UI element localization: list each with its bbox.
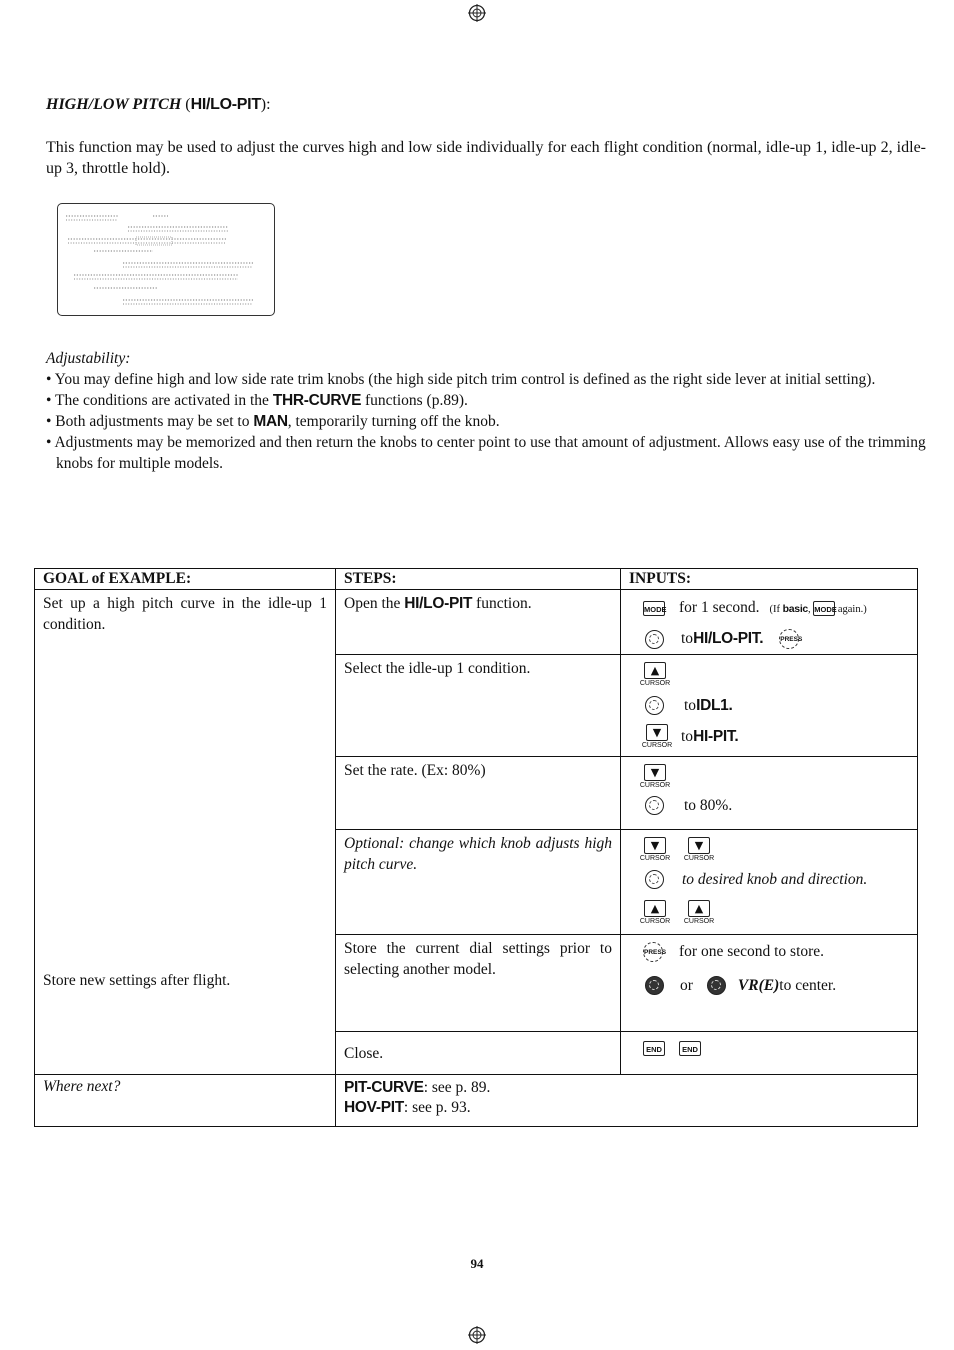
input-cell — [621, 1032, 918, 1075]
example-steps-table — [34, 568, 918, 1127]
bullet-text: , temporarily turning off the knob. — [287, 413, 500, 430]
bullet-text: • Both adjustments may be set to — [46, 413, 254, 430]
input-cell — [621, 935, 918, 1032]
heading-close: ): — [260, 96, 271, 113]
header-inputs: INPUTS: — [621, 569, 918, 590]
step-cell — [336, 590, 621, 655]
dial-icon — [645, 870, 664, 889]
heading-title: HIGH/LOW PITCH — [46, 96, 182, 113]
input-text: to center. — [779, 976, 837, 994]
input-text: to desired knob and direction. — [682, 870, 868, 888]
press-icon: PRESS — [779, 629, 799, 649]
header-steps: STEPS: — [336, 569, 621, 590]
mode-key-icon: MODE — [813, 601, 835, 616]
end-key-icon: END — [679, 1041, 701, 1056]
knob-icon — [707, 976, 726, 995]
step-text: Select the idle-up 1 condition. — [344, 660, 531, 677]
input-text: to — [681, 727, 694, 745]
next-item — [344, 1098, 909, 1118]
page-number: 94 — [470, 1256, 484, 1271]
where-next-links — [336, 1075, 918, 1127]
note-text: , — [807, 603, 814, 615]
bullet-text: • You may define high and low side rate trim knobs (the high side pitch trim control is defined as the right side lever at initial setting). — [46, 371, 876, 388]
mode-key-icon: MODE — [643, 601, 665, 616]
bullet-text: • Adjustments may be memorized and then return the knobs to center point to use that amount of adjustment. Allows easy use of the trimming knobs for multiple models. — [46, 434, 926, 472]
cursor-up-key-icon: ▲ CURSOR — [683, 902, 715, 925]
bullet-code: THR-CURVE — [272, 392, 362, 409]
bullet-text: • The conditions are activated in the — [46, 392, 273, 409]
goal-text: Set up a high pitch curve in the idle-up 1 condition. — [43, 595, 327, 633]
input-text: for 1 second. — [679, 599, 760, 616]
intro-paragraph: This function may be used to adjust the curves high and low side individually for each flight condition (normal, idle-up 1, idle-up 2, idle-up 3, throttle hold). — [46, 139, 926, 177]
table-row — [35, 1075, 918, 1127]
cursor-down-key-icon: ▼ CURSOR — [639, 839, 671, 862]
knob-icon — [645, 976, 664, 995]
dial-icon — [645, 796, 664, 815]
registration-mark-icon — [468, 4, 486, 22]
bullet-code: MAN — [253, 413, 288, 430]
next-text: : see p. 89. — [423, 1079, 491, 1096]
adjustability-bullet — [46, 432, 926, 474]
end-key-icon: END — [643, 1041, 665, 1056]
step-text-part: function. — [472, 595, 532, 612]
step-cell — [336, 1032, 621, 1075]
goal-store-text: Store new settings after flight. — [43, 972, 231, 989]
step-cell — [336, 935, 621, 1032]
press-icon: PRESS — [643, 942, 663, 962]
heading-open-paren: ( — [181, 96, 191, 113]
step-cell — [336, 655, 621, 757]
note-text: again.) — [835, 603, 867, 615]
adjustability-bullet — [46, 369, 926, 390]
step-text: Optional: change which knob adjusts high pitch curve. — [344, 835, 612, 873]
input-code: IDL1. — [696, 696, 733, 714]
bullet-text: functions (p.89). — [361, 392, 468, 409]
lcd-dot-matrix — [58, 204, 274, 315]
next-item — [344, 1078, 909, 1098]
input-text: or — [680, 976, 693, 994]
next-code: HOV-PIT — [344, 1099, 404, 1116]
step-text — [344, 593, 612, 614]
cursor-down-key-icon: ▼ CURSOR — [683, 839, 715, 862]
note-code: basic — [782, 602, 808, 615]
registration-mark-icon — [468, 1326, 486, 1344]
step-text: Set the rate. (Ex: 80%) — [344, 762, 486, 779]
adjustability-bullet — [46, 411, 926, 432]
input-code: HI-PIT. — [693, 727, 739, 745]
step-cell — [336, 757, 621, 830]
input-cell — [621, 830, 918, 935]
dial-icon — [645, 630, 664, 649]
input-text: to — [681, 630, 694, 647]
note-text: (If — [769, 603, 783, 615]
table-row — [35, 590, 918, 655]
input-text: VR(E) — [737, 976, 780, 994]
step-text-part: Open the — [344, 595, 405, 612]
input-cell — [621, 757, 918, 830]
goal-cell — [35, 590, 336, 1075]
table-header-row — [35, 569, 918, 590]
step-text: Close. — [344, 1044, 384, 1062]
input-cell — [621, 655, 918, 757]
where-next-cell: Where next? — [35, 1075, 336, 1127]
input-text: to 80%. — [684, 796, 733, 814]
input-code: HI/LO-PIT. — [693, 630, 764, 647]
adjustability-section — [46, 348, 926, 474]
header-goal: GOAL of EXAMPLE: — [35, 569, 336, 590]
step-text: Store the current dial settings prior to selecting another model. — [344, 940, 612, 978]
next-code: PIT-CURVE — [344, 1079, 424, 1096]
section-heading — [46, 96, 271, 114]
cursor-up-key-icon: ▲ CURSOR — [639, 902, 671, 925]
step-code: HI/LO-PIT — [404, 595, 473, 612]
input-cell — [621, 590, 918, 655]
cursor-down-key-icon: ▼ CURSOR — [641, 726, 673, 749]
input-note — [770, 601, 867, 616]
lcd-screen-illustration — [57, 203, 275, 316]
adjustability-title: Adjustability: — [46, 350, 131, 367]
step-cell — [336, 830, 621, 935]
adjustability-bullet — [46, 390, 926, 411]
heading-code: HI/LO-PIT — [190, 96, 261, 113]
cursor-up-key-icon: ▲ CURSOR — [639, 664, 671, 687]
next-text: : see p. 93. — [403, 1099, 471, 1116]
dial-icon — [645, 696, 664, 715]
input-text: to — [684, 696, 697, 714]
cursor-down-key-icon: ▼ CURSOR — [639, 766, 671, 789]
input-text: for one second to store. — [679, 943, 825, 960]
